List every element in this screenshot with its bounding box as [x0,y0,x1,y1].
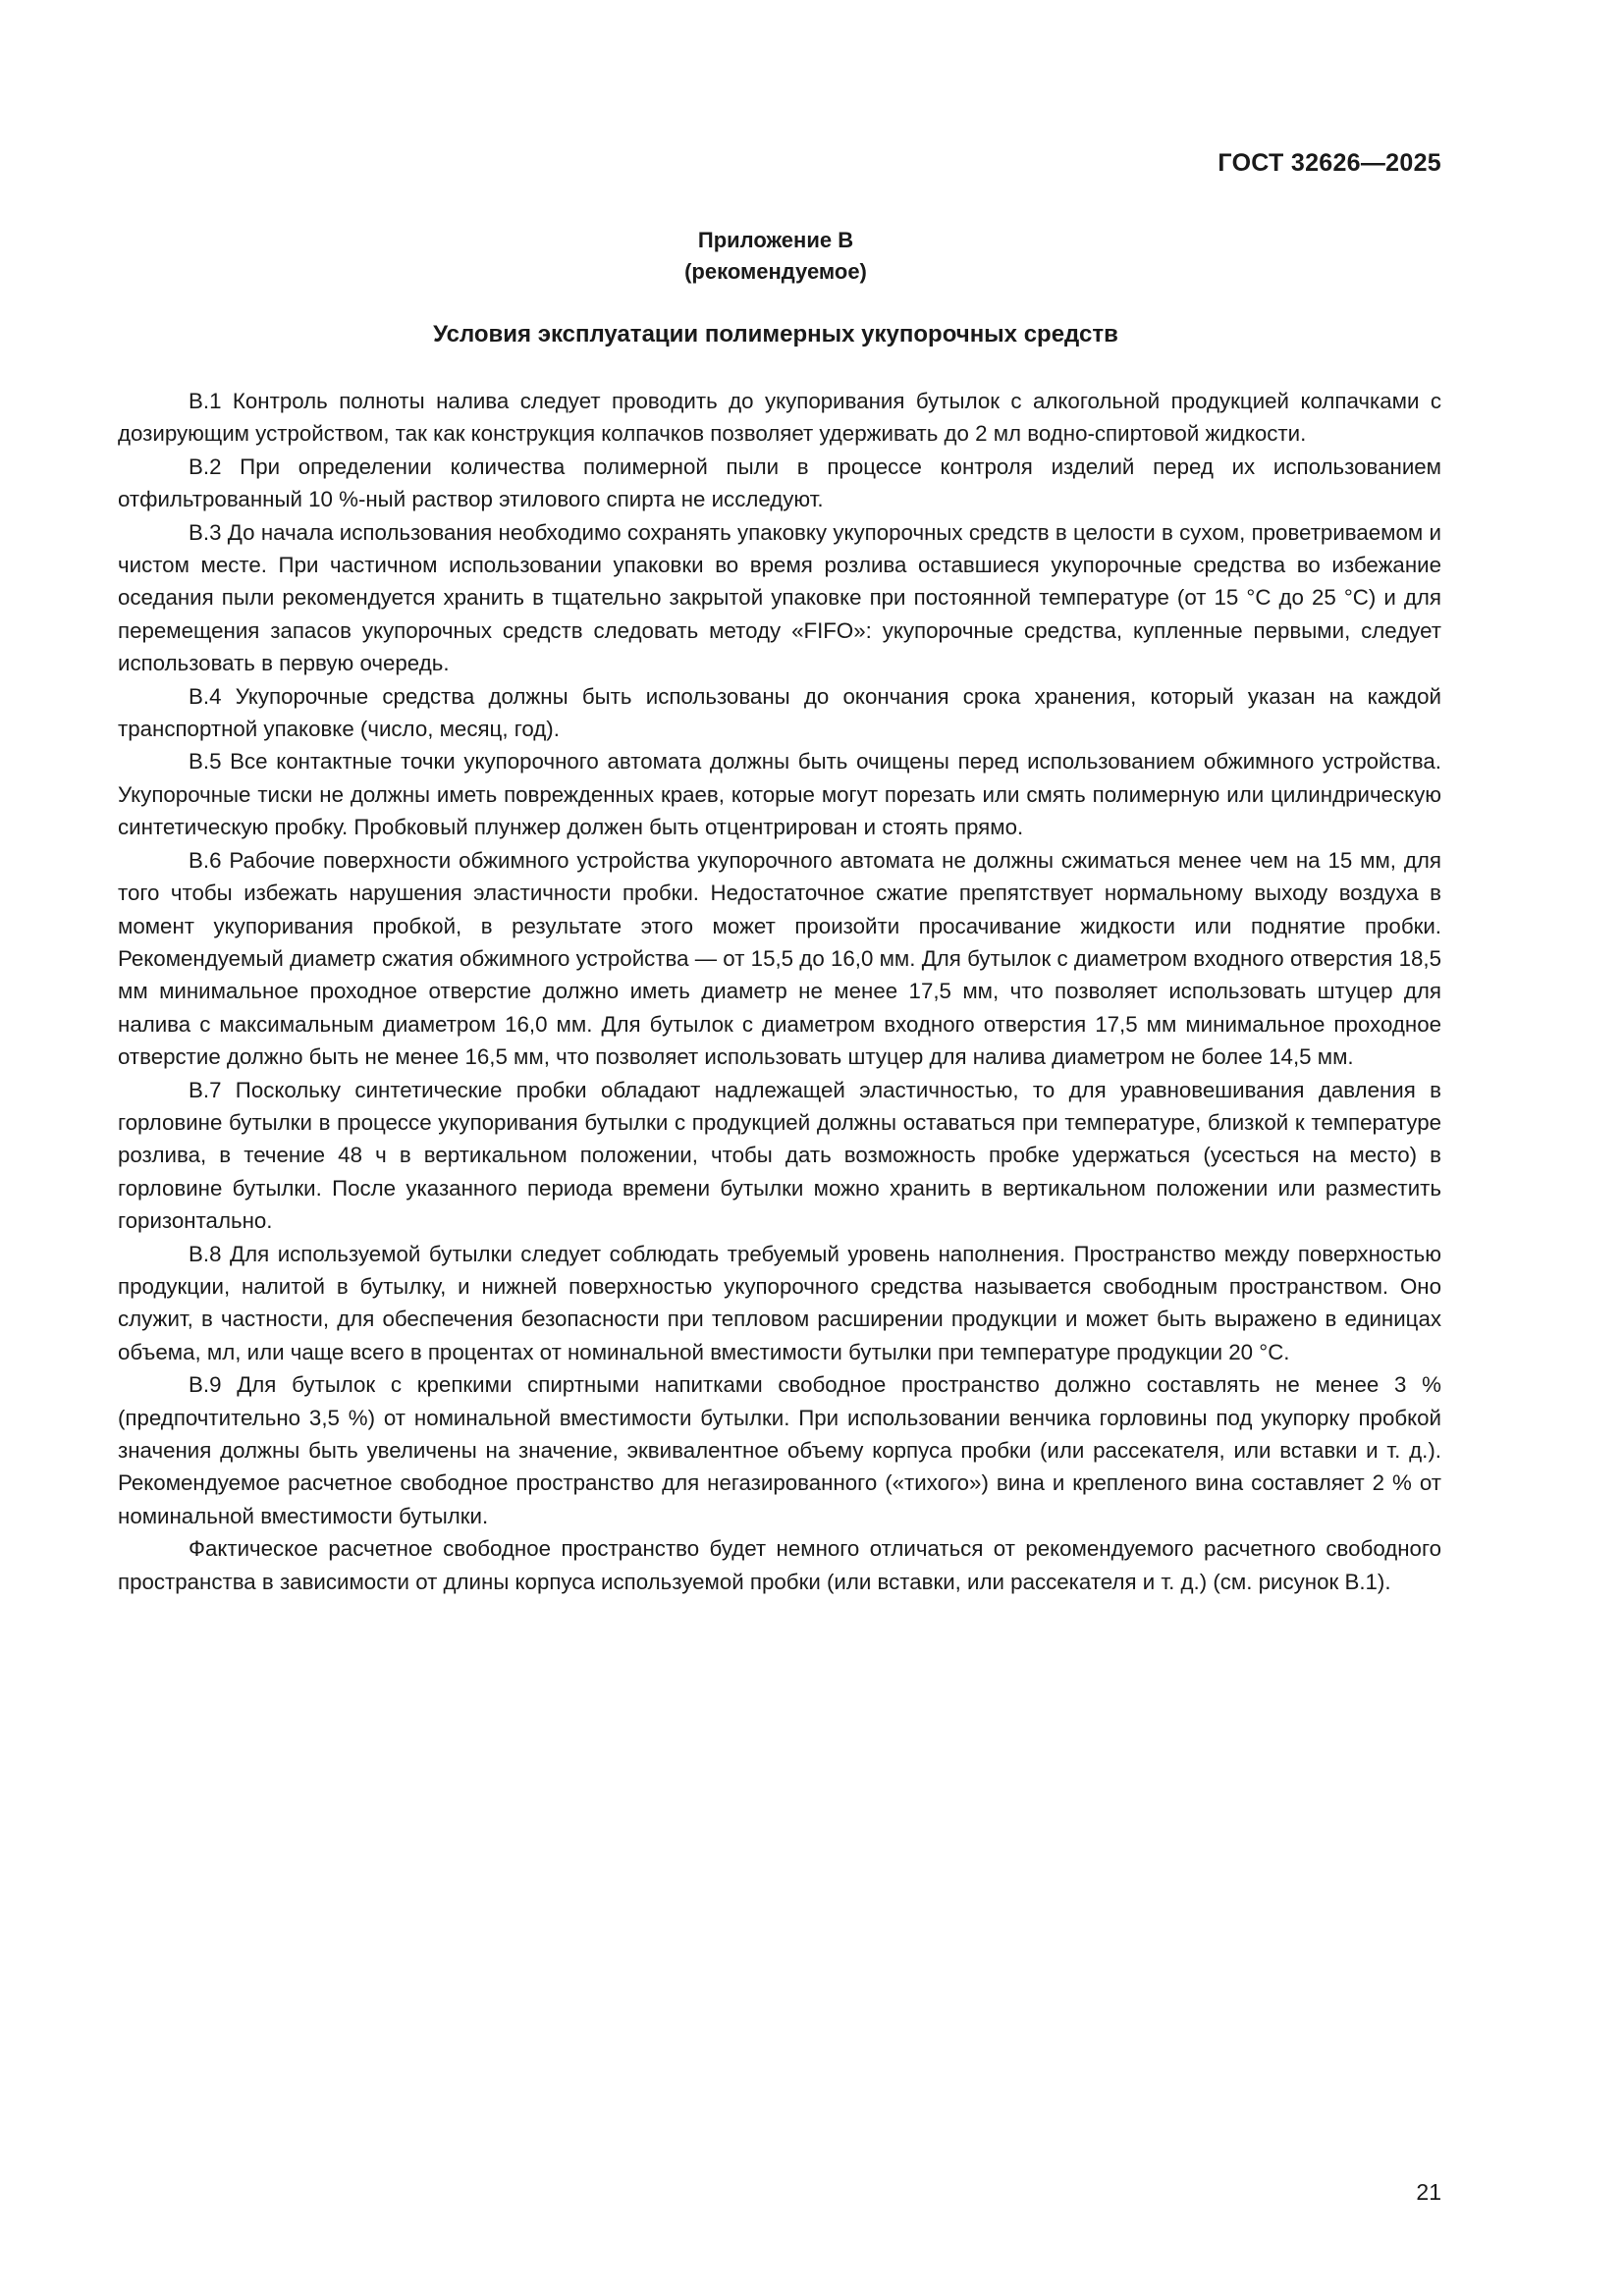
paragraph-b8: В.8 Для используемой бутылки следует соблюдать требуемый уровень наполнения. Пространство между поверхностью продукции, налитой в бутылку, и нижней поверхностью укупорочного средства называется свободным пространством. Оно служит, в частности, для обеспечения безопасности при тепловом расширении продукции и может быть выражено в единицах объема, мл, или чаще всего в процентах от номинальной вместимости бутылки при температуре продукции 20 °С. [118,1241,1441,1364]
paragraph-b1: В.1 Контроль полноты налива следует проводить до укупоривания бутылок с алкогольной продукцией колпачками с дозирующим устройством, так как конструкция колпачков позволяет удерживать до 2 мл водно-спиртовой жидкости. [118,389,1441,447]
paragraph-b4: В.4 Укупорочные средства должны быть использованы до окончания срока хранения, который указан на каждой транспортной упаковке (число, месяц, год). [118,683,1441,742]
paragraph-b5: В.5 Все контактные точки укупорочного автомата должны быть очищены перед использованием обжимного устройства. Укупорочные тиски не должны иметь поврежденных краев, которые могут порезать или смять полимерную или цилиндрическую синтетическую пробку. Пробковый плунжер должен быть отцентрирован и стоять прямо. [118,749,1441,840]
annex-status: (рекомендуемое) [684,259,867,284]
paragraph-b2: В.2 При определении количества полимерной пыли в процессе контроля изделий перед их использованием отфильтрованный 10 %-ный раствор этилового спирта не исследуют. [118,454,1441,512]
page-number: 21 [1416,2179,1441,2205]
paragraph-final: Фактическое расчетное свободное пространство будет немного отличаться от рекомендуемого расчетного свободного пространства в зависимости от длины корпуса используемой пробки (или вставки, или рассекателя и т. д.) (см. рисунок В.1). [118,1536,1441,1594]
section-heading: Условия эксплуатации полимерных укупорочных средств [433,321,1118,347]
paragraph-b7: В.7 Поскольку синтетические пробки обладают надлежащей эластичностью, то для уравновешивания давления в горловине бутылки в процессе укупоривания бутылки с продукцией должны оставаться при температуре, близкой к температуре розлива, в течение 48 ч в вертикальном положении, чтобы дать возможность пробке удержаться (усесться на место) в горловине бутылки. После указанного периода времени бутылки можно хранить в вертикальном положении или разместить горизонтально. [118,1077,1441,1234]
paragraph-b9: В.9 Для бутылок с крепкими спиртными напитками свободное пространство должно составлять не менее 3 % (предпочтительно 3,5 %) от номинальной вместимости бутылки. При использовании венчика горловины под укупорку пробкой значения должны быть увеличены на значение, эквивалентное объему корпуса пробки (или рассекателя, или вставки и т. д.). Рекомендуемое расчетное свободное пространство для негазированного («тихого») вина и крепленого вина составляет 2 % от номинальной вместимости бутылки. [118,1372,1441,1528]
document-code: ГОСТ 32626—2025 [1218,149,1441,177]
body-text [118,385,1441,1598]
annex-title: Приложение В [697,228,854,252]
paragraph-b6: В.6 Рабочие поверхности обжимного устройства укупорочного автомата не должны сжиматься менее чем на 15 мм, для того чтобы избежать нарушения эластичности пробки. Недостаточное сжатие препятствует нормальному выходу воздуха в момент укупоривания пробкой, в результате этого может произойти просачивание жидкости или поднятие пробки. Рекомендуемый диаметр сжатия обжимного устройства — от 15,5 до 16,0 мм. Для бутылок с диаметром входного отверстия 18,5 мм минимальное проходное отверстие должно иметь диаметр не менее 17,5 мм, что позволяет использовать штуцер для налива с максимальным диаметром 16,0 мм. Для бутылок с диаметром входного отверстия 17,5 мм минимальное проходное отверстие должно быть не менее 16,5 мм, что позволяет использовать штуцер для налива диаметром не более 14,5 мм. [118,847,1441,1070]
paragraph-b3: В.3 До начала использования необходимо сохранять упаковку укупорочных средств в целости в сухом, проветриваемом и чистом месте. При частичном использовании упаковки во время розлива оставшиеся укупорочные средства во избежание оседания пыли рекомендуется хранить в тщательно закрытой упаковке при постоянной температуре (от 15 °С до 25 °С) и для перемещения запасов укупорочных средств следовать методу «FIFO»: укупорочные средства, купленные первыми, следует использовать в первую очередь. [118,519,1441,676]
